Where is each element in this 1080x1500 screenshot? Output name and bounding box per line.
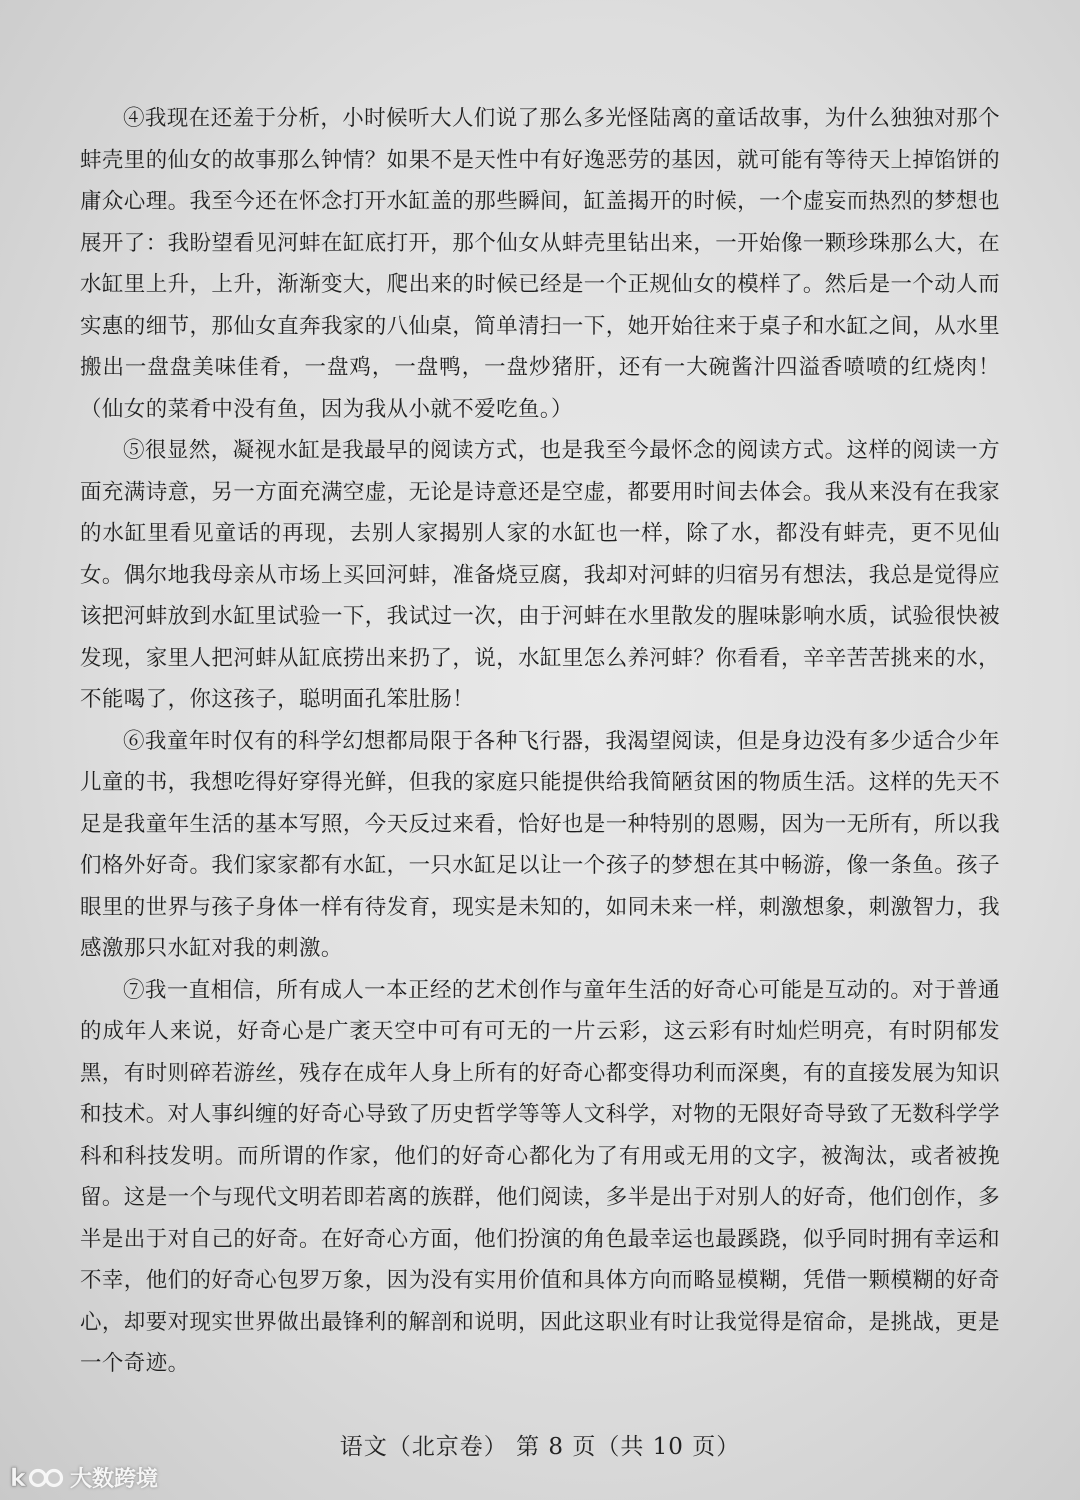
watermark [8, 1462, 158, 1493]
paragraph-4: ④我现在还羞于分析，小时候听大人们说了那么多光怪陆离的童话故事，为什么独独对那个蚌壳里的仙女的故事那么钟情？如果不是天性中有好逸恶劳的基因，就可能有等待天上掉馅饼的庸众心理。我至今还在怀念打开水缸盖的那些瞬间，缸盖揭开的时候，一个虚妄而热烈的梦想也展开了：我盼望看见河蚌在缸底打开，那个仙女从蚌壳里钻出来，一开始像一颗珍珠那么大，在水缸里上升，上升，渐渐变大，爬出来的时候已经是一个正规仙女的模样了。然后是一个动人而实惠的细节，那仙女直奔我家的八仙桌，简单清扫一下，她开始往来于桌子和水缸之间，从水里搬出一盘盘美味佳肴，一盘鸡，一盘鸭，一盘炒猪肝，还有一大碗酱汁四溢香喷喷的红烧肉！（仙女的菜肴中没有鱼，因为我从小就不爱吃鱼。） [80, 106, 1000, 422]
page-footer: 语文（北京卷） 第 8 页（共 10 页） [339, 1434, 741, 1460]
svg-text:k: k [10, 1464, 26, 1491]
watermark-text: 大数跨境 [70, 1467, 159, 1492]
k-logo-icon [8, 1465, 64, 1491]
paragraph-5: ⑤很显然，凝视水缸是我最早的阅读方式，也是我至今最怀念的阅读方式。这样的阅读一方面充满诗意，另一方面充满空虚，无论是诗意还是空虚，都要用时间去体会。我从来没有在我家的水缸里看见童话的再现，去别人家揭别人家的水缸也一样，除了水，都没有蚌壳，更不见仙女。偶尔地我母亲从市场上买回河蚌，准备烧豆腐，我却对河蚌的归宿另有想法，我总是觉得应该把河蚌放到水缸里试验一下，我试过一次，由于河蚌在水里散发的腥味影响水质，试验很快被发现，家里人把河蚌从缸底捞出来扔了，说，水缸里怎么养河蚌？你看看，辛辛苦苦挑来的水，不能喝了，你这孩子，聪明面孔笨肚肠！ [80, 438, 1000, 712]
paragraph-6: ⑥我童年时仅有的科学幻想都局限于各种飞行器，我渴望阅读，但是身边没有多少适合少年儿童的书，我想吃得好穿得光鲜，但我的家庭只能提供给我简陋贫困的物质生活。这样的先天不足是我童年生活的基本写照，今天反过来看，恰好也是一种特别的恩赐，因为一无所有，所以我们格外好奇。我们家家都有水缸，一只水缸足以让一个孩子的梦想在其中畅游，像一条鱼。孩子眼里的世界与孩子身体一样有待发育，现实是未知的，如同未来一样，刺激想象，刺激智力，我感激那只水缸对我的刺激。 [80, 728, 1000, 961]
article-body [80, 98, 1000, 1385]
paragraph-7: ⑦我一直相信，所有成人一本正经的艺术创作与童年生活的好奇心可能是互动的。对于普通的成年人来说，好奇心是广袤天空中可有可无的一片云彩，这云彩有时灿烂明亮，有时阴郁发黑，有时则碎若游丝，残存在成年人身上所有的好奇心都变得功利而深奥，有的直接发展为知识和技术。对人事纠缠的好奇心导致了历史哲学等等人文科学，对物的无限好奇导致了无数科学学科和科技发明。而所谓的作家，他们的好奇心都化为了有用或无用的文字，被淘汰，或者被挽留。这是一个与现代文明若即若离的族群，他们阅读，多半是出于对别人的好奇，他们创作，多半是出于对自己的好奇。在好奇心方面，他们扮演的角色最幸运也最蹊跷，似乎同时拥有幸运和不幸，他们的好奇心包罗万象，因为没有实用价值和具体方向而略显模糊，凭借一颗模糊的好奇心，却要对现实世界做出最锋利的解剖和说明，因此这职业有时让我觉得是宿命，是挑战，更是一个奇迹。 [80, 977, 1000, 1376]
